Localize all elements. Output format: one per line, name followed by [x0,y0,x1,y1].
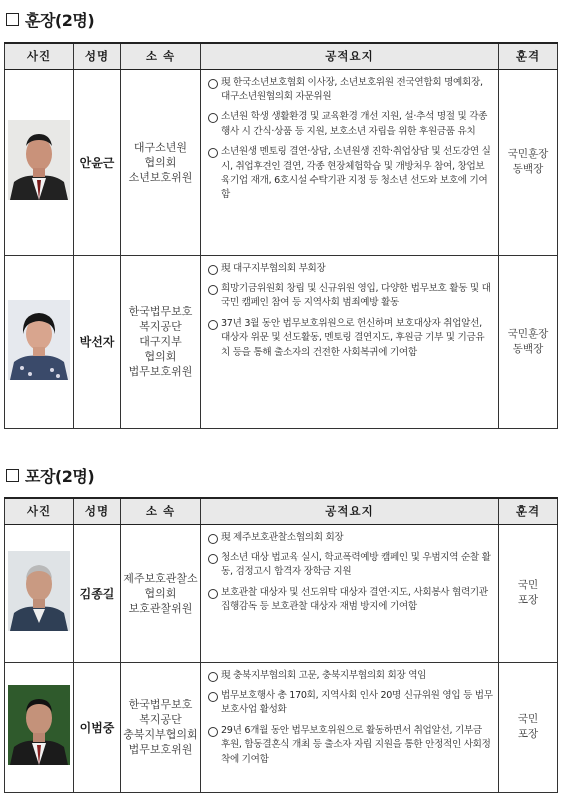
award-line: 국민 [517,579,539,591]
award-line: 국민훈장 [507,148,549,160]
portrait-photo [8,300,70,380]
achievement-item: 보호관찰 대상자 및 선도위탁 대상자 결연·지도, 사회봉사 협력기관 집행감독 등 보호관찰 대상자 재범 방지에 기여함 [207,586,493,615]
photo-cell [5,69,74,255]
table-header-row [5,498,558,524]
org-line: 복지공단 [139,320,182,333]
person-name: 이범중 [74,662,121,792]
section-title-medal-of-merit [6,464,94,487]
org-line: 소년보호위원 [128,170,193,184]
header-achievement: 공적요지 [201,498,499,524]
achievement-cell [201,662,499,792]
org-line: 협의회 [144,350,177,363]
achievement-item: 29년 6개월 동안 법무보호위원으로 활동하면서 취업알선, 기부금 후원, 합동결혼식 개최 등 출소자 자립 지원을 통한 안정적인 사회정착에 기여함 [207,724,493,767]
photo-cell [5,524,74,662]
portrait-photo [8,551,70,631]
award-line: 국민 [517,713,539,725]
header-photo: 사진 [5,498,74,524]
table-row [5,255,558,428]
org-line: 보호관찰위원 [128,601,193,615]
org-line: 제주보호관찰소 [123,571,198,585]
award-line: 포장 [517,728,539,740]
merit-table [4,497,558,793]
section-title-text: 훈장(2명) [25,11,95,30]
org-cell [121,524,201,662]
section-title-text: 포장(2명) [25,467,95,486]
header-photo: 사진 [5,43,74,69]
org-line: 복지공단 [139,713,182,726]
org-line: 법무보호위원 [128,743,193,756]
achievement-item: 법무보호행사 총 170회, 지역사회 인사 20명 신규위원 영입 등 법무보호사업 활성화 [207,689,493,718]
org-line: 협의회 [144,155,177,169]
achievement-cell [201,524,499,662]
award-cell [499,524,558,662]
org-line: 대구소년원 [133,140,188,154]
org-line: 협의회 [144,586,177,600]
org-line: 한국법무보호 [128,305,193,318]
checkbox-square-icon [6,469,19,482]
header-achievement: 공적요지 [201,43,499,69]
header-org: 소 속 [121,43,201,69]
award-line: 동백장 [512,163,544,175]
award-cell [499,255,558,428]
portrait-photo [8,120,70,200]
photo-cell [5,662,74,792]
achievement-item: 37년 3월 동안 법무보호위원으로 헌신하며 보호대상자 취업알선, 대상자 위문 및 선도활동, 멘토링 결연지도, 후원금 기부 및 기금유치 등을 통해 출소자의 건전한 사회복귀에 기여함 [207,317,493,360]
header-name: 성명 [74,43,121,69]
achievement-item: 現 제주보호관찰소협의회 회장 [207,531,493,545]
award-cell [499,662,558,792]
achievement-cell [201,255,499,428]
header-name: 성명 [74,498,121,524]
person-name: 안윤근 [74,69,121,255]
table-header-row [5,43,558,69]
org-line: 대구지부 [139,335,182,348]
org-line: 한국법무보호 [128,698,193,711]
section-title-medal [6,8,94,31]
award-line: 포장 [517,594,539,606]
person-name: 박선자 [74,255,121,428]
org-line: 충북지부협의회 [123,728,198,741]
award-cell [499,69,558,255]
photo-cell [5,255,74,428]
achievement-item: 現 한국소년보호협회 이사장, 소년보호위원 전국연합회 명예회장, 대구소년원협의회 자문위원 [207,76,493,105]
person-name: 김종길 [74,524,121,662]
checkbox-square-icon [6,13,19,26]
achievement-item: 청소년 대상 법교육 실시, 학교폭력예방 캠페인 및 우범지역 순찰 활동, 검정고시 합격자 장학금 지원 [207,551,493,580]
org-cell [121,255,201,428]
achievement-item: 現 충북지부협의회 고문, 충북지부협의회 회장 역임 [207,669,493,683]
portrait-photo [8,685,70,765]
table-row [5,524,558,662]
org-cell [121,69,201,255]
medal-table [4,42,558,429]
achievement-item: 소년원 학생 생활환경 및 교육환경 개선 지원, 설·추석 명절 및 각종 행사 시 간식·상품 등 지원, 보호소년 자립을 위한 후원금품 유치 [207,110,493,139]
org-cell [121,662,201,792]
header-org: 소 속 [121,498,201,524]
table-row [5,69,558,255]
org-line: 법무보호위원 [128,365,193,378]
award-line: 국민훈장 [507,327,549,340]
header-award: 훈격 [499,498,558,524]
achievement-item: 現 대구지부협의회 부회장 [207,262,493,276]
header-award: 훈격 [499,43,558,69]
table-row [5,662,558,792]
achievement-item: 희망기금위원회 창립 및 신규위원 영입, 다양한 법무보호 활동 및 대국민 캠페인 참여 등 지역사회 범죄예방 활동 [207,282,493,311]
achievement-item: 소년원생 멘토링 결연·상담, 소년원생 진학·취업상담 및 선도강연 실시, 취업후견인 결연, 각종 현장체험학습 및 개방처우 참여, 창업보육기업 재개, 6호시설 수탁기관 지정 등 청소년 선도와 보호에 기여함 [207,145,493,203]
achievement-cell [201,69,499,255]
award-line: 동백장 [512,342,544,355]
